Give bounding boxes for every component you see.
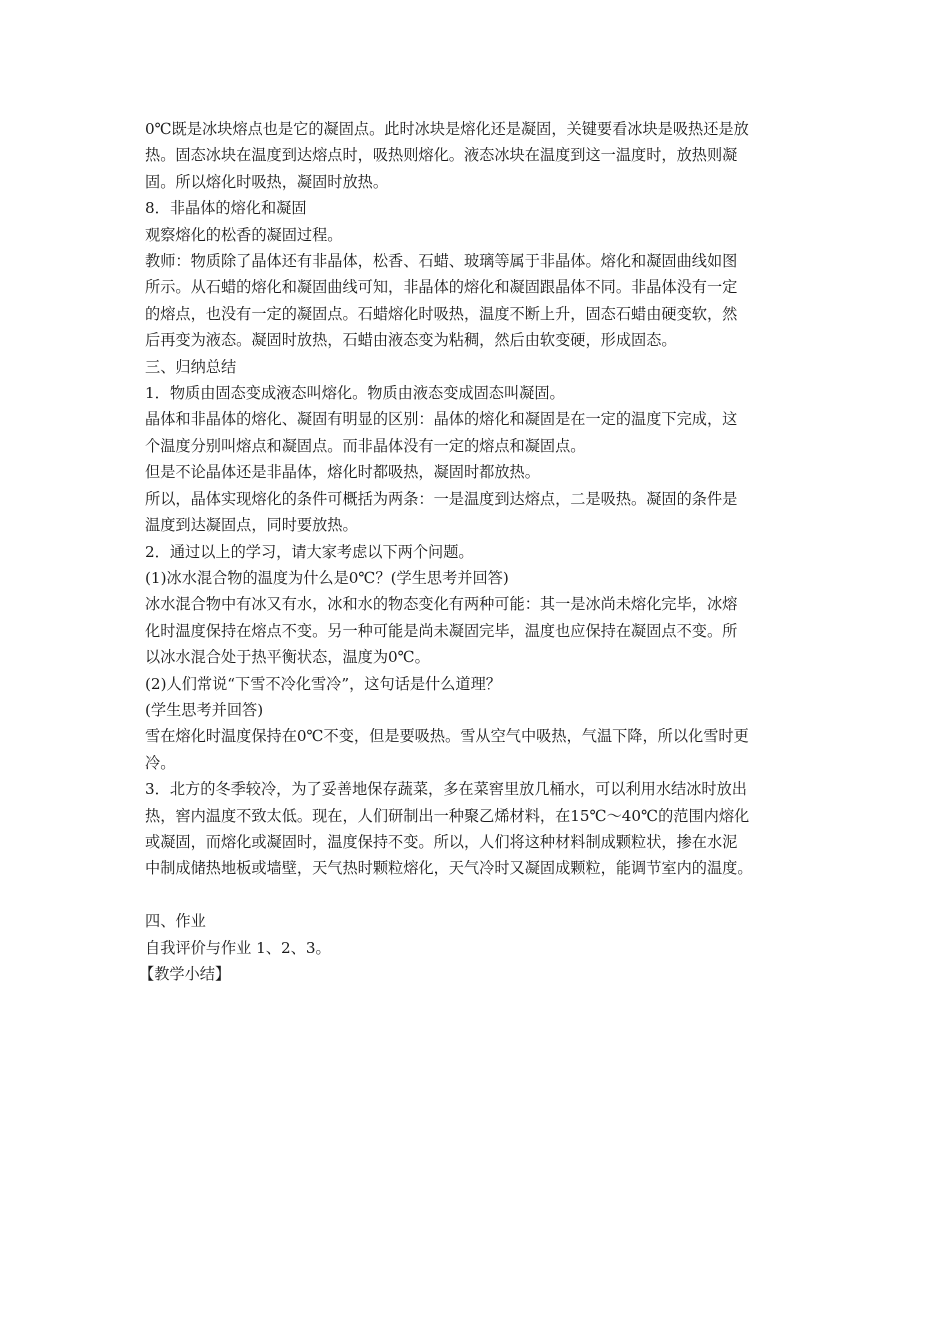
homework-text: 自我评价与作业 1、2、3。 [145, 938, 331, 957]
section-summary-heading: 三、归纳总结 [145, 357, 237, 376]
question-2: (2)人们常说“下雪不冷化雪冷”，这句话是什么道理？ [145, 674, 501, 693]
section-homework-heading: 四、作业 [145, 912, 206, 931]
blank-line [145, 882, 815, 908]
document-page [139, 116, 815, 987]
teacher-line-3: 的熔点，也没有一定的凝固点。石蜡熔化时吸热，温度不断上升，固态石蜡由硬变软，然 [145, 304, 738, 323]
paragraph-melting-point-line-3: 固。所以熔化时吸热，凝固时放热。 [145, 172, 388, 191]
answer-1-line-1: 冰水混合物中有冰又有水，冰和水的物态变化有两种可能：其一是冰尚未熔化完毕，冰熔 [145, 595, 738, 614]
so-line-1: 所以，晶体实现熔化的条件可概括为两条：一是温度到达熔点，二是吸热。凝固的条件是 [145, 489, 738, 508]
teacher-line-2: 所示。从石蜡的熔化和凝固曲线可知，非晶体的熔化和凝固跟晶体不同。非晶体没有一定 [145, 278, 738, 297]
teaching-summary-heading: 【教学小结】 [139, 964, 231, 983]
answer-1-line-3: 以冰水混合处于热平衡状态，温度为0℃。 [145, 648, 430, 667]
teacher-line-4: 后再变为液态。凝固时放热，石蜡由液态变为粘稠，然后由软变硬，形成固态。 [145, 331, 677, 350]
observe-text: 观察熔化的松香的凝固过程。 [145, 225, 343, 244]
paragraph-melting-point-line-1: 0℃既是冰块熔点也是它的凝固点。此时冰块是熔化还是凝固，关键要看冰块是吸热还是放 [145, 120, 749, 138]
question-1: (1)冰水混合物的温度为什么是0℃？(学生思考并回答) [145, 568, 509, 587]
answer-2-line-1: 雪在熔化时温度保持在0℃不变，但是要吸热。雪从空气中吸热，气温下降，所以化雪时更 [145, 727, 749, 746]
heading-amorphous: 8．非晶体的熔化和凝固 [145, 199, 307, 218]
crystal-line-2: 个温度分别叫熔点和凝固点。而非晶体没有一定的熔点和凝固点。 [145, 436, 586, 455]
paragraph-melting-point-line-2: 热。固态冰块在温度到达熔点时，吸热则熔化。液态冰块在温度到这一温度时，放热则凝 [145, 146, 738, 165]
summary-item-2: 2．通过以上的学习，请大家考虑以下两个问题。 [145, 542, 474, 561]
summary-item-3-line-4: 中制成储热地板或墙壁，天气热时颗粒熔化，天气冷时又凝固成颗粒，能调节室内的温度。 [145, 859, 753, 878]
but-text: 但是不论晶体还是非晶体，熔化时都吸热，凝固时都放热。 [145, 463, 540, 482]
summary-item-1: 1．物质由固态变成液态叫熔化。物质由液态变成固态叫凝固。 [145, 384, 565, 403]
crystal-line-1: 晶体和非晶体的熔化、凝固有明显的区别：晶体的熔化和凝固是在一定的温度下完成，这 [145, 410, 738, 429]
teacher-line-1: 教师：物质除了晶体还有非晶体，松香、石蜡、玻璃等属于非晶体。熔化和凝固曲线如图 [145, 252, 738, 271]
summary-item-3-line-3: 或凝固，而熔化或凝固时，温度保持不变。所以，人们将这种材料制成颗粒状，掺在水泥 [145, 832, 738, 851]
summary-item-3-line-1: 3．北方的冬季较冷，为了妥善地保存蔬菜，多在菜窖里放几桶水，可以利用水结冰时放出 [145, 780, 747, 799]
answer-2-line-2: 冷。 [145, 753, 176, 772]
so-line-2: 温度到达凝固点，同时要放热。 [145, 516, 358, 535]
answer-1-line-2: 化时温度保持在熔点不变。另一种可能是尚未凝固完毕，温度也应保持在凝固点不变。所 [145, 621, 738, 640]
question-2-note: (学生思考并回答) [145, 700, 264, 719]
summary-item-3-line-2: 热，窖内温度不致太低。现在，人们研制出一种聚乙烯材料，在15℃～40℃的范围内熔化 [145, 806, 750, 825]
